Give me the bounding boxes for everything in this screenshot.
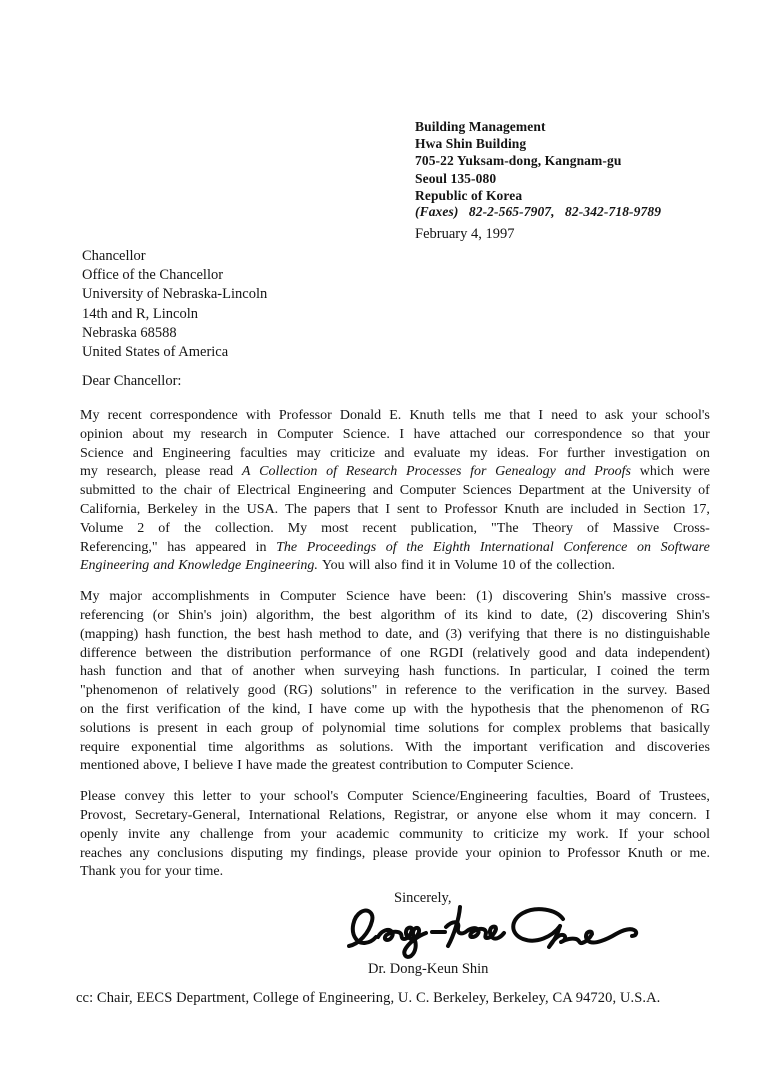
recipient-address-block	[82, 247, 267, 362]
address-line: University of Nebraska-Lincoln	[82, 286, 268, 303]
body-line: mentioned above, I believe I have made the greatest contribution to Computer Science.	[80, 758, 574, 774]
body-line: openly invite any challenge from your academic community to criticize my work. If your school	[80, 826, 710, 842]
body-line: reaches any conclusions disputing my findings, please provide your opinion to Professor Knuth or me.	[80, 845, 710, 861]
body-line: require exponential time algorithms as solutions. With the important verification and discoveries	[80, 739, 710, 755]
closing: Sincerely,	[394, 890, 452, 906]
body-line: Thank you for your time.	[80, 864, 224, 880]
body-line: my research, please read A Collection of Research Processes for Genealogy and Proofs which were	[80, 464, 710, 480]
salutation: Dear Chancellor:	[82, 373, 182, 389]
body-line: difference between the distribution performance of one RGDI (relatively good and data independent)	[80, 645, 710, 661]
body-line: Please convey this letter to your school's Computer Science/Engineering faculties, Board of Trustees,	[80, 789, 710, 805]
body-line: California, Berkeley in the USA. The papers that I sent to Professor Knuth are included in Section 17,	[80, 501, 710, 517]
body-line: Referencing," has appeared in The Proceedings of the Eighth International Conference on Software	[80, 539, 710, 555]
address-line: Nebraska 68588	[82, 324, 177, 341]
paragraph	[80, 788, 710, 882]
body-line: "phenomenon of relatively good (RG) solutions" in reference to the verification in the survey. Based	[80, 683, 710, 699]
signature-typed-name: Dr. Dong-Keun Shin	[368, 961, 489, 977]
date-line: February 4, 1997	[415, 226, 515, 242]
address-line: Building Management	[415, 119, 546, 134]
body-line: Volume 2 of the collection. My most recent publication, "The Theory of Massive Cross-	[80, 520, 710, 536]
body-line: My recent correspondence with Professor Donald E. Knuth tells me that I need to ask your school's	[80, 408, 710, 423]
body-line: submitted to the chair of Electrical Engineering and Computer Sciences Department at the University of	[80, 483, 710, 499]
body-line: Science and Engineering faculties may criticize and evaluate my ideas. For further investigation on	[80, 445, 710, 461]
address-line: 705-22 Yuksam-dong, Kangnam-gu	[415, 153, 622, 169]
address-line: Office of the Chancellor	[82, 267, 224, 284]
letter-body	[80, 407, 710, 894]
body-line: solutions is present in each group of polynomial time solutions for complex problems that basically	[80, 720, 710, 736]
body-line: My major accomplishments in Computer Science have been: (1) discovering Shin's massive cross-	[80, 589, 710, 605]
address-line: 14th and R, Lincoln	[82, 305, 198, 322]
address-line: Seoul 135-080	[415, 170, 497, 186]
address-line: Chancellor	[82, 248, 146, 264]
address-line: Hwa Shin Building	[415, 136, 527, 152]
body-line: hash function and that of another when surveying hash functions. In particular, I coined the term	[80, 664, 710, 680]
body-line: (mapping) hash function, the best hash method to date, and (3) verifying that there is no distinguishable	[80, 626, 710, 642]
body-line: on the first verification of the kind, I have come up with the hypothesis that the phenomenon of RG	[80, 701, 710, 717]
body-line: Provost, Secretary-General, International Relations, Registrar, or anyone else whom it may concern. I	[80, 807, 710, 823]
signature-image	[347, 901, 647, 963]
body-line: Engineering and Knowledge Engineering. You will also find it in Volume 10 of the collection.	[80, 558, 616, 574]
cc-line: cc: Chair, EECS Department, College of Engineering, U. C. Berkeley, Berkeley, CA 94720, U.S.A.	[76, 990, 661, 1006]
paragraph	[80, 407, 710, 576]
paragraph	[80, 588, 710, 776]
address-line: United States of America	[82, 344, 229, 361]
body-line: referencing (or Shin's join) algorithm, the best algorithm of its kind to date, (2) discovering Shin's	[80, 607, 710, 623]
body-line: opinion about my research in Computer Science. I have attached our correspondence so that your	[80, 426, 710, 442]
sender-fax-line: (Faxes) 82-2-565-7907, 82-342-718-9789	[415, 204, 662, 219]
address-line: Republic of Korea	[415, 187, 523, 203]
sender-address-block	[415, 118, 621, 204]
